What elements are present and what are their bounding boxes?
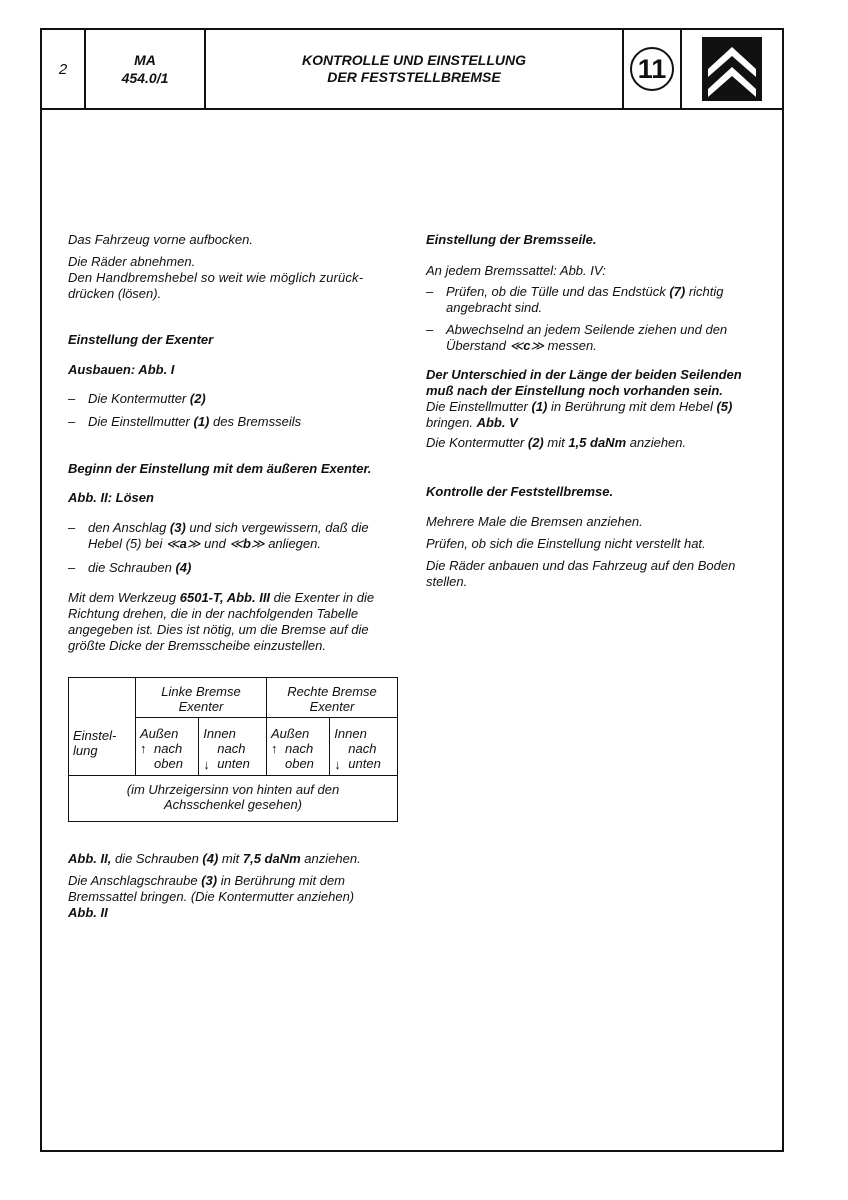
paragraph: Abb. II, die Schrauben (4) mit 7,5 daNm anziehen. (68, 851, 361, 866)
arrow-up-icon: ↑ (270, 741, 278, 756)
section-heading: Kontrolle der Feststellbremse. (426, 484, 614, 499)
paragraph: Die Räder anbauen und das Fahrzeug auf den Boden stellen. (426, 558, 736, 589)
section-number: 11 (630, 47, 674, 91)
cell-left-aussen: Außen ↑ nach oben (136, 718, 199, 776)
arrow-down-icon: ↓ (334, 757, 341, 772)
title-line2: DER FESTSTELLBREMSE (327, 69, 501, 85)
paragraph: Mit dem Werkzeug 6501-T, Abb. III die Exenter in die Richtung drehen, die in der nachfolgenden Tabelle angegeben ist. Dies ist nötig, um die Bremse auf die größte Dicke der Bremsscheibe einzustellen. (68, 590, 375, 653)
right-brake-header: Rechte Bremse Exenter (266, 678, 397, 718)
section-heading: Beginn der Einstellung mit dem äußeren Exenter. (68, 461, 372, 476)
note-paragraph: Der Unterschied in der Länge der beiden Seilenden muß nach der Einstellung noch vorhanden sein. Die Einstellmutter (1) in Berührung mit dem Hebel (5) bringen. Abb. V (426, 367, 742, 430)
double-chevron-logo-icon (702, 37, 762, 101)
left-brake-header: Linke Bremse Exenter (136, 678, 267, 718)
subheading: Ausbauen: Abb. I (68, 362, 175, 377)
cell-right-aussen: Außen ↑ nach oben (266, 718, 329, 776)
section-heading: Einstellung der Exenter (68, 332, 214, 347)
paragraph: Die Kontermutter (2) mit 1,5 daNm anziehen. (426, 435, 687, 450)
brand-logo (682, 30, 782, 108)
title-line1: KONTROLLE UND EINSTELLUNG (302, 52, 526, 68)
subheading: An jedem Bremssattel: Abb. IV: (426, 263, 606, 278)
list-item: – Die Kontermutter (2) (68, 391, 206, 406)
arrow-down-icon: ↓ (203, 757, 210, 772)
paragraph: Prüfen, ob sich die Einstellung nicht verstellt hat. (426, 536, 706, 551)
list-item: – Prüfen, ob die Tülle und das Endstück (7) richtig angebracht sind. (426, 284, 724, 315)
section-badge (624, 30, 682, 108)
page-title (206, 30, 624, 108)
arrow-up-icon: ↑ (140, 741, 147, 756)
doc-code (86, 30, 206, 108)
page-number: 2 (42, 30, 86, 108)
subheading: Abb. II: Lösen (68, 490, 154, 505)
table-footnote: (im Uhrzeigersinn von hinten auf den Achsschenkel gesehen) (69, 776, 398, 822)
header (40, 28, 784, 110)
list-item: – die Schrauben (4) (68, 560, 192, 575)
row-label: Einstel- lung (69, 678, 136, 776)
paragraph: Mehrere Male die Bremsen anziehen. (426, 514, 643, 529)
list-item: – den Anschlag (3) und sich vergewissern, daß die Hebel (5) bei ≪a≫ und ≪b≫ anliegen. (68, 520, 369, 551)
paragraph: Die Anschlagschraube (3) in Berührung mit dem Bremssattel bringen. (Die Kontermutter anziehen) Abb. II (68, 873, 355, 920)
doc-code-line1: MA (134, 52, 156, 68)
paragraph: Die Räder abnehmen. Den Handbremshebel so weit wie möglich zurück- drücken (lösen). (68, 254, 364, 301)
exenter-table (68, 677, 398, 822)
list-item: – Abwechselnd an jedem Seilende ziehen und den Überstand ≪c≫ messen. (426, 322, 728, 353)
cell-right-innen: Innen ↓ nach unten (330, 718, 398, 776)
paragraph: Das Fahrzeug vorne aufbocken. (68, 232, 253, 247)
cell-left-innen: Innen ↓ nach unten (199, 718, 267, 776)
list-item: – Die Einstellmutter (1) des Bremsseils (68, 414, 302, 429)
section-heading: Einstellung der Bremsseile. (426, 232, 597, 247)
doc-code-line2: 454.0/1 (121, 70, 169, 86)
